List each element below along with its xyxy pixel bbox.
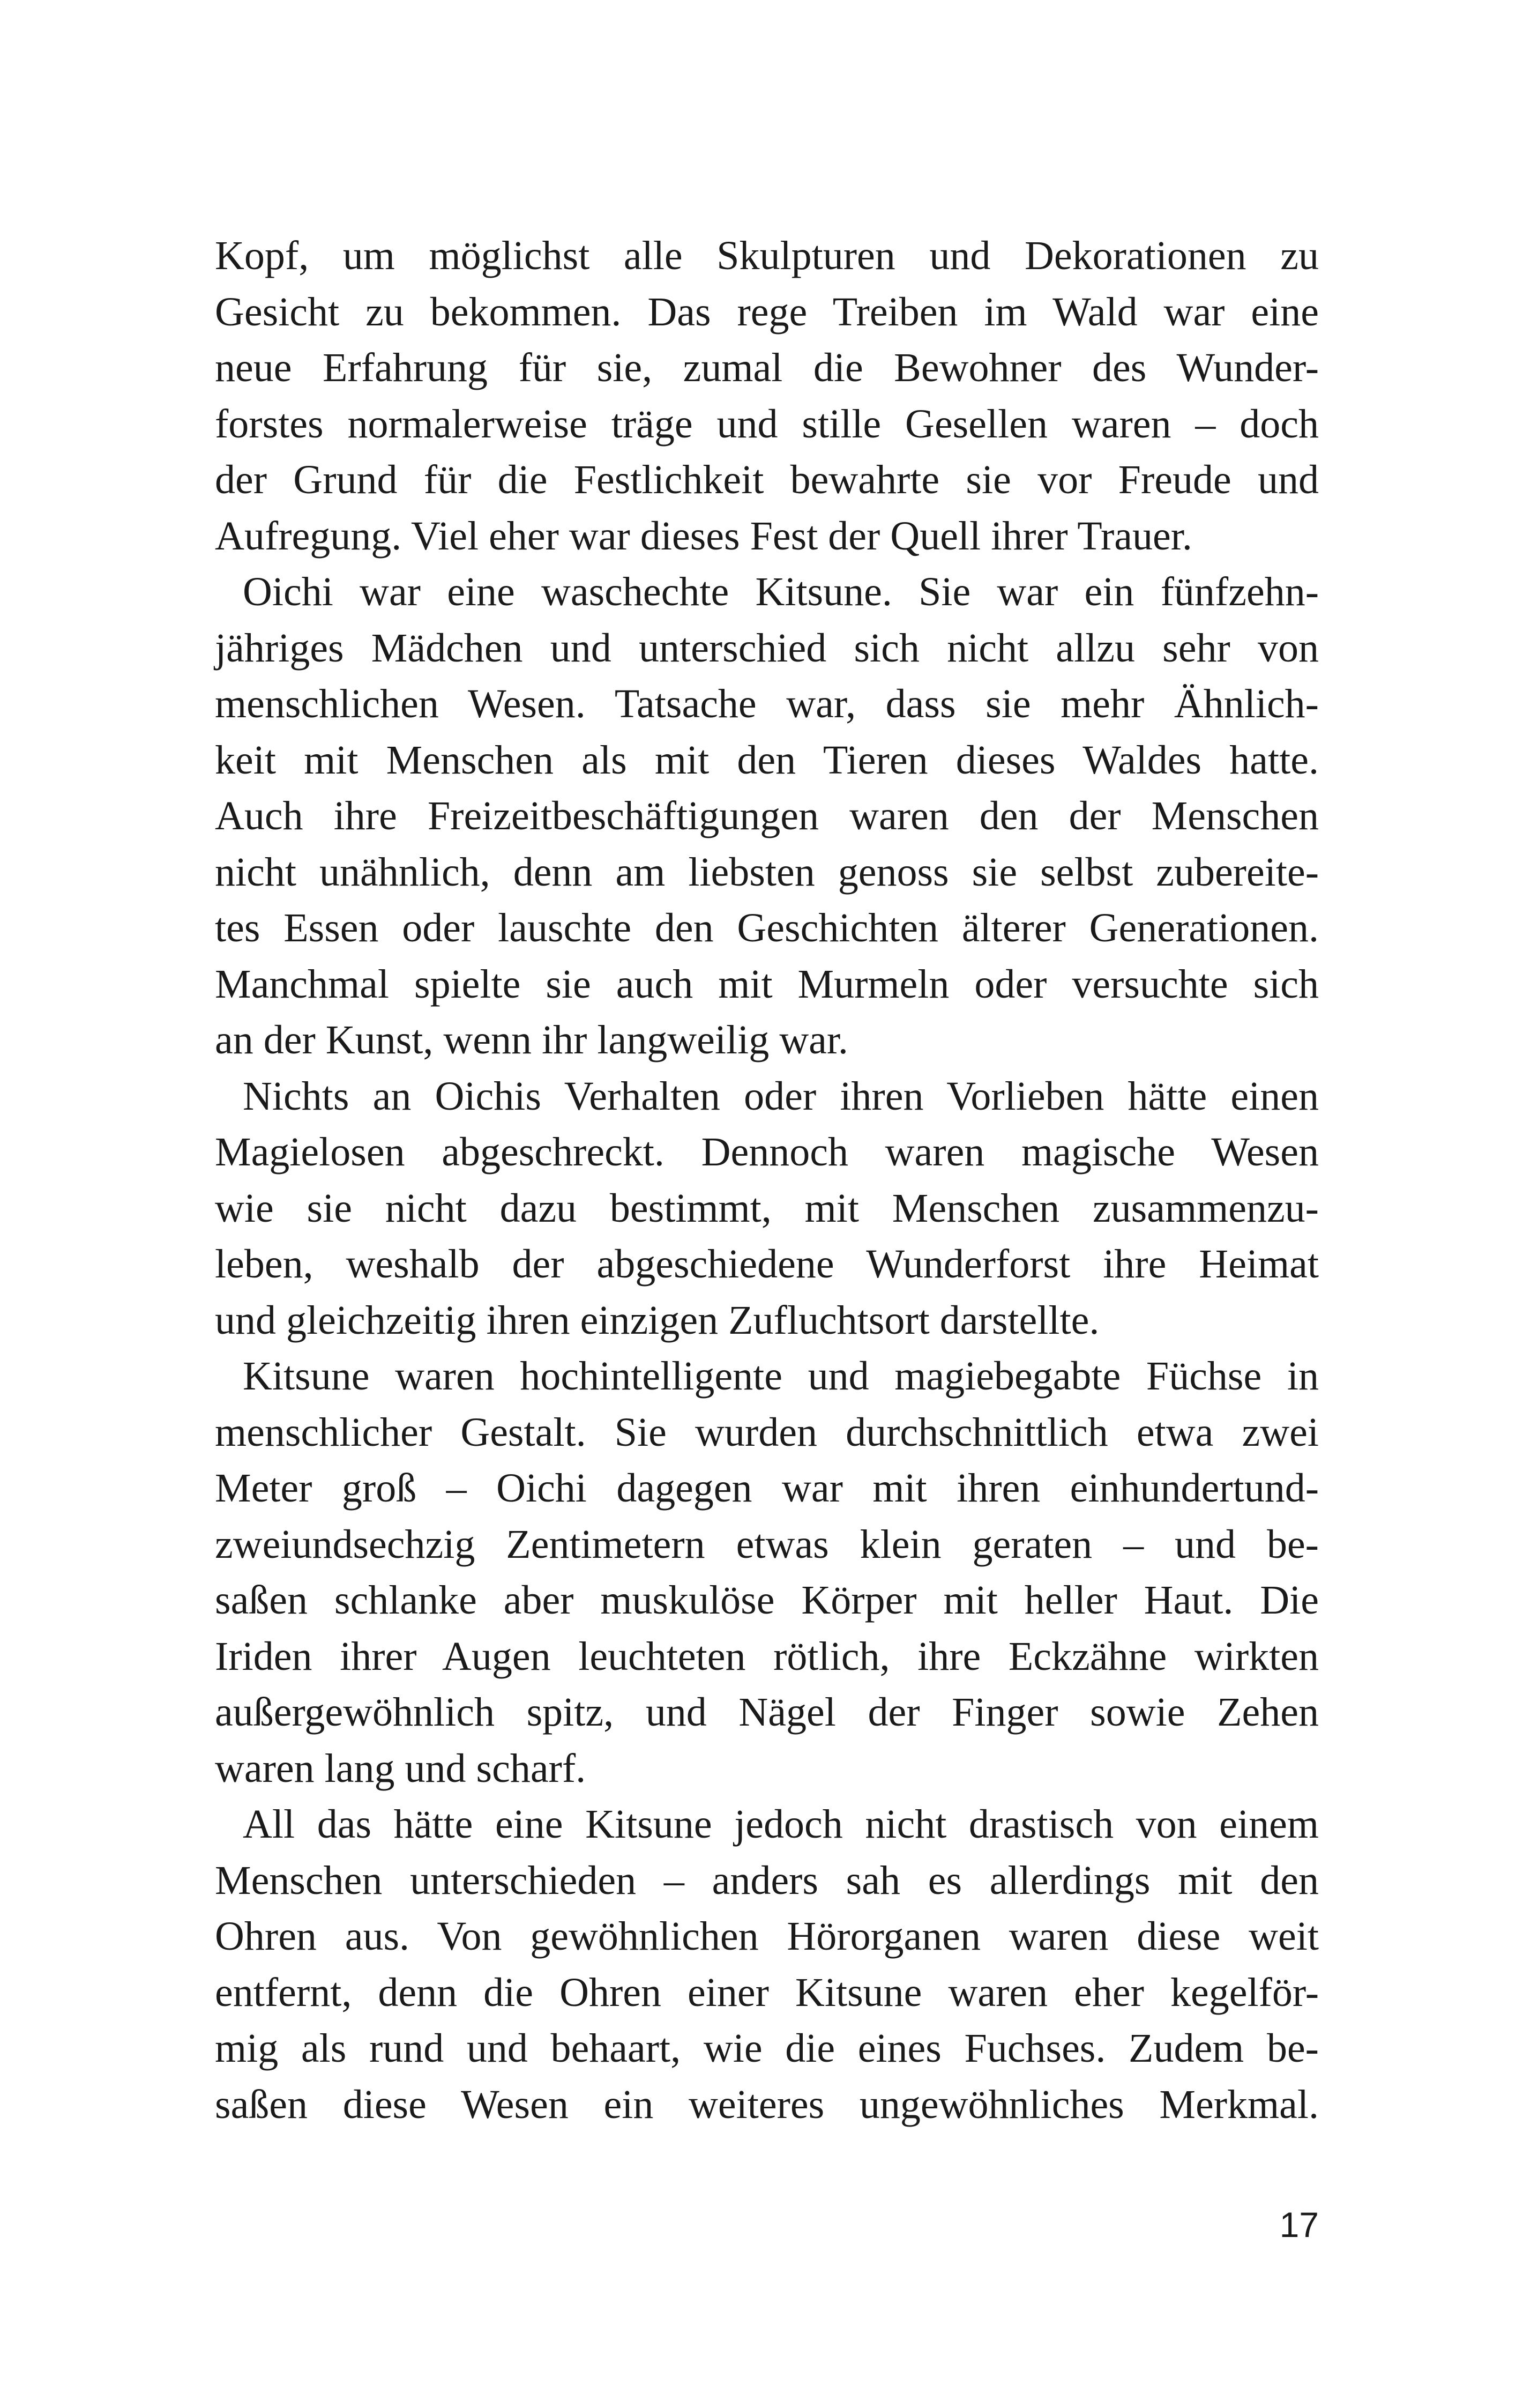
text-line: leben, weshalb der abgeschiedene Wunderforst ihre Heimat	[215, 1242, 1319, 1287]
text-line: waren lang und scharf.	[215, 1745, 586, 1791]
text-line: keit mit Menschen als mit den Tieren dieses Waldes hatte.	[215, 737, 1319, 783]
text-line: wie sie nicht dazu bestimmt, mit Menschen zusammenzu-	[215, 1185, 1319, 1231]
page-number: 17	[1279, 2205, 1319, 2245]
text-line: neue Erfahrung für sie, zumal die Bewohner des Wunder-	[215, 345, 1319, 390]
paragraph-first-line: Nichts an Oichis Verhalten oder ihren Vorlieben hätte einen	[243, 1073, 1319, 1119]
text-line: saßen schlanke aber muskulöse Körper mit heller Haut. Die	[215, 1578, 1319, 1623]
text-line: Manchmal spielte sie auch mit Murmeln oder versuchte sich	[215, 961, 1319, 1007]
text-line: jähriges Mädchen und unterschied sich nicht allzu sehr von	[215, 625, 1319, 671]
text-line: saßen diese Wesen ein weiteres ungewöhnliches Merkmal.	[215, 2082, 1319, 2127]
text-line: Meter groß – Oichi dagegen war mit ihren einhundertund-	[215, 1466, 1319, 1511]
paragraph-first-line: All das hätte eine Kitsune jedoch nicht drastisch von einem	[243, 1802, 1319, 1847]
text-line: Auch ihre Freizeitbeschäftigungen waren den der Menschen	[215, 793, 1319, 838]
text-line: zweiundsechzig Zentimetern etwas klein geraten – und be-	[215, 1521, 1319, 1567]
text-line: Aufregung. Viel eher war dieses Fest der Quell ihrer Trauer.	[215, 513, 1192, 559]
paragraph-first-line: Kitsune waren hochintelligente und magiebegabte Füchse in	[243, 1354, 1319, 1399]
text-line: außergewöhnlich spitz, und Nägel der Finger sowie Zehen	[215, 1690, 1319, 1735]
text-line: und gleichzeitig ihren einzigen Zufluchtsort darstellte.	[215, 1297, 1100, 1343]
text-line: menschlichen Wesen. Tatsache war, dass sie mehr Ähnlich-	[215, 681, 1319, 726]
text-line: mig als rund und behaart, wie die eines Fuchses. Zudem be-	[215, 2026, 1319, 2071]
body-text	[215, 228, 1319, 2132]
paragraph-first-line: Oichi war eine waschechte Kitsune. Sie war ein fünfzehn-	[243, 569, 1319, 614]
text-line: Magielosen abgeschreckt. Dennoch waren magische Wesen	[215, 1129, 1319, 1175]
text-line: nicht unähnlich, denn am liebsten genoss sie selbst zubereite-	[215, 849, 1319, 895]
text-line: tes Essen oder lauschte den Geschichten älterer Generationen.	[215, 905, 1319, 950]
text-line: an der Kunst, wenn ihr langweilig war.	[215, 1017, 848, 1062]
text-line: Ohren aus. Von gewöhnlichen Hörorganen waren diese weit	[215, 1914, 1319, 1959]
text-line: Iriden ihrer Augen leuchteten rötlich, ihre Eckzähne wirkten	[215, 1633, 1319, 1679]
text-line: forstes normalerweise träge und stille Gesellen waren – doch	[215, 401, 1319, 447]
text-line: Menschen unterschieden – anders sah es allerdings mit den	[215, 1857, 1319, 1903]
text-line: Kopf, um möglichst alle Skulpturen und Dekorationen zu	[215, 233, 1319, 278]
text-line: menschlicher Gestalt. Sie wurden durchschnittlich etwa zwei	[215, 1409, 1319, 1455]
text-line: Gesicht zu bekommen. Das rege Treiben im Wald war eine	[215, 289, 1319, 335]
text-line: entfernt, denn die Ohren einer Kitsune waren eher kegelför-	[215, 1969, 1319, 2015]
text-line: der Grund für die Festlichkeit bewahrte sie vor Freude und	[215, 457, 1319, 502]
